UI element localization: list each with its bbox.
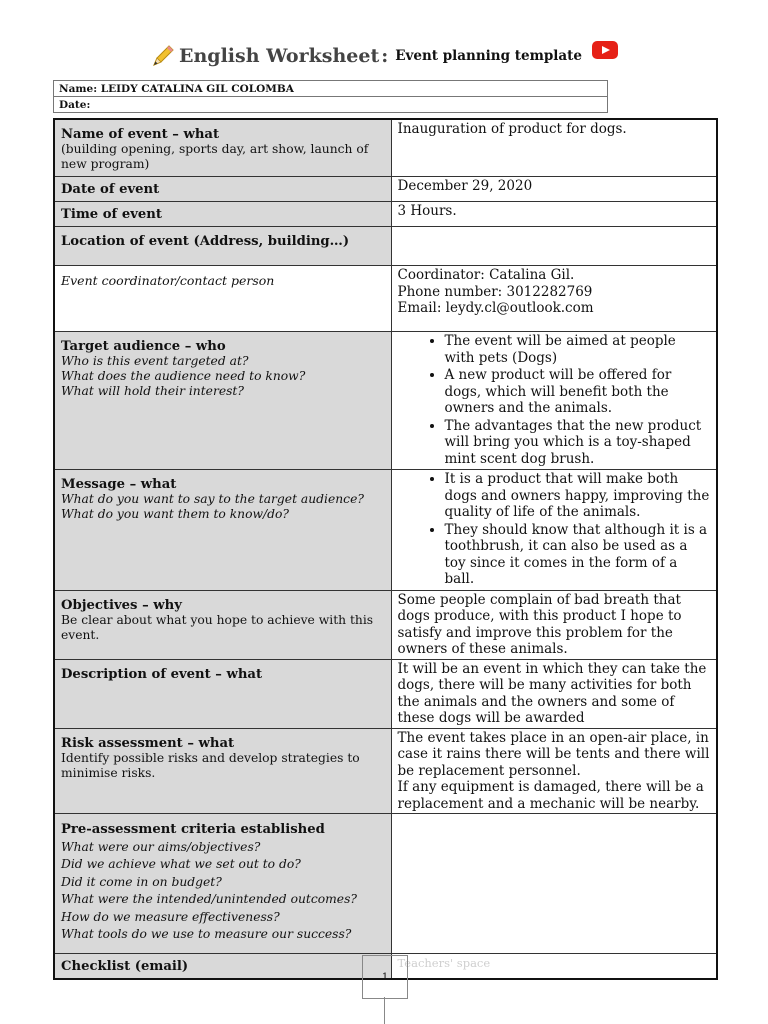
name-value[interactable]: LEIDY CATALINA GIL COLOMBA <box>100 82 294 95</box>
title-colon: : <box>381 45 389 67</box>
row-event-coordinator <box>54 266 717 332</box>
event-planning-table <box>53 118 718 980</box>
target-audience-hint-3: What will hold their interest? <box>61 384 244 398</box>
list-item: • A new product will be offered for dogs, which will benefit both the owners and the animals. <box>445 367 711 417</box>
pre-assessment-hint-4: What were the intended/unintended outcomes? <box>61 892 357 906</box>
checklist-label: Checklist (email) <box>61 959 189 974</box>
event-date-label: Date of event <box>61 182 160 197</box>
list-item: • It is a product that will make both dogs and owners happy, improving the quality of life of the animals. <box>445 471 711 521</box>
page-number: 1 <box>381 971 389 983</box>
event-time-label: Time of event <box>61 207 162 222</box>
worksheet-subtitle: Event planning template <box>395 48 583 64</box>
pre-assessment-label: Pre-assessment criteria established <box>61 822 325 837</box>
description-label: Description of event – what <box>61 666 263 682</box>
row-event-date <box>54 177 717 202</box>
pre-assessment-hint-2: Did we achieve what we set out to do? <box>61 857 301 871</box>
target-audience-hint-1: Who is this event targeted at? <box>61 354 249 368</box>
target-audience-label: Target audience – who <box>61 339 226 354</box>
event-name-label: Name of event – what <box>61 127 220 142</box>
row-event-time <box>54 202 717 227</box>
date-row <box>54 97 608 113</box>
message-hint-2: What do you want them to know/do? <box>61 507 290 521</box>
description-value: It will be an event in which they can take the dogs, there will be many activities for both the animals and the owners and some of these dogs will be awarded <box>397 660 707 726</box>
coordinator-name: Coordinator: Catalina Gil. <box>397 267 575 283</box>
risk-assessment-value-2: If any equipment is damaged, there will be a replacement and a mechanic will be nearby. <box>397 779 704 812</box>
event-name-value: Inauguration of product for dogs. <box>397 121 627 137</box>
name-label: Name: <box>59 82 98 95</box>
risk-assessment-hint: Identify possible risks and develop strategies to minimise risks. <box>61 750 360 780</box>
list-item: • The event will be aimed at people with pets (Dogs) <box>445 333 711 366</box>
coordinator-email[interactable]: Email: leydy.cl@outlook.com <box>397 300 594 316</box>
row-target-audience <box>54 332 717 470</box>
objectives-hint: Be clear about what you hope to achieve with this event. <box>61 612 374 642</box>
row-event-location <box>54 227 717 266</box>
student-info-table <box>53 80 608 113</box>
list-item: • They should know that although it is a toothbrush, it can also be used as a toy since it comes in the form of a ball. <box>445 522 711 588</box>
youtube-play-icon[interactable] <box>592 41 618 59</box>
coordinator-phone: Phone number: 3012282769 <box>397 283 593 300</box>
pre-assessment-hint-5: How do we measure effectiveness? <box>61 909 280 924</box>
message-list <box>398 471 711 588</box>
objectives-value: Some people complain of bad breath that dogs produce, with this product I hope to satisfy and improve this problem for the owners of these animals. <box>397 591 682 657</box>
target-audience-hint-2: What does the audience need to know? <box>61 369 306 383</box>
page-number-connector <box>384 997 385 1024</box>
message-hint-1: What do you want to say to the target audience? <box>61 492 364 506</box>
list-item: • The advantages that the new product will bring you which is a toy-shaped mint scent dog brush. <box>445 418 711 468</box>
student-name-row <box>54 81 608 97</box>
row-message <box>54 470 717 591</box>
event-name-hint: (building opening, sports day, art show, launch of new program) <box>61 142 369 171</box>
risk-assessment-value-1: The event takes place in an open-air place, in case it rains there will be tents and there will be replacement personnel. <box>397 729 710 779</box>
pre-assessment-hint-6: What tools do we use to measure our success? <box>61 927 352 941</box>
row-risk-assessment <box>54 728 717 814</box>
event-time-value: 3 Hours. <box>397 203 457 219</box>
row-objectives <box>54 590 717 659</box>
row-pre-assessment <box>54 814 717 954</box>
page-number-box <box>362 955 408 999</box>
row-description <box>54 659 717 728</box>
row-event-name <box>54 119 717 177</box>
event-date-value: December 29, 2020 <box>397 178 533 194</box>
pre-assessment-hint-1: What were our aims/objectives? <box>61 839 261 854</box>
pencil-icon <box>150 43 176 69</box>
worksheet-title: English Worksheet <box>178 45 380 67</box>
worksheet-header <box>0 38 768 74</box>
event-location-label: Location of event (Address, building…) <box>61 234 350 249</box>
risk-assessment-label: Risk assessment – what <box>61 735 235 751</box>
event-coordinator-label: Event coordinator/contact person <box>61 273 275 288</box>
target-audience-list <box>398 333 711 467</box>
objectives-label: Objectives – why <box>61 597 182 613</box>
date-label: Date: <box>59 98 91 111</box>
message-label: Message – what <box>61 477 177 492</box>
teachers-space-placeholder: Teachers' space <box>397 956 491 970</box>
pre-assessment-hint-3: Did it come in on budget? <box>61 874 222 889</box>
